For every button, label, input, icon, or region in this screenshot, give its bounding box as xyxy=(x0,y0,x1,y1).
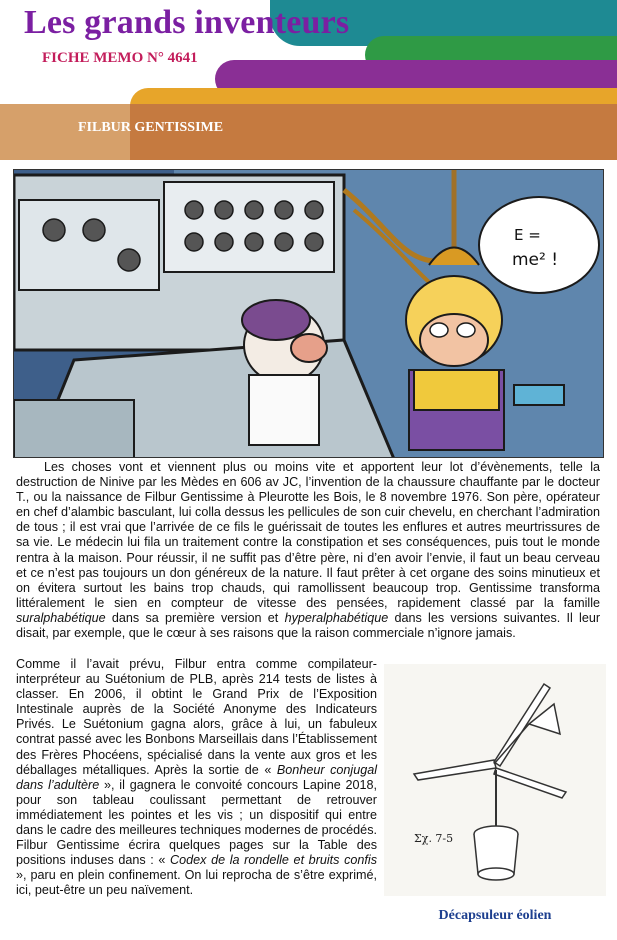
speech-bubble-text: E = xyxy=(514,226,541,244)
speech-bubble-formula: me² ! xyxy=(512,250,559,270)
figure-label: Σχ. 7-5 xyxy=(414,832,454,845)
term-hyperalphabetique: hyperalphabétique xyxy=(284,610,389,625)
inventor-name: FILBUR GENTISSIME xyxy=(78,120,224,135)
article-intro: Les choses vont et viennent plus ou moins vite et apportent leur lot d’évènements, telle la destruction de Ninive par les Mèdes en 606 av JC, l’invention de la chaussure chauffante par le docteur T., ou la naissance de Filbur Gentissime à Pleurotte les Bois, le 8 novembre 1976. Son père, opérateur en chef d’alambic basculant, lui colla dessus les pellicules de son cuir chevelu, en cherchant l’admiration de tous ; il est vrai que l’arrivée de ce fils le guérissait de toutes les enflures et autres meurtrissures de sa vie. Le médecin lui fila un traitement contre la constipation et ses conséquences, puis tout le monde rentra à la maison. Pour réussir, il ne suffit pas d’être père, ni d’en avoir l’envie, il faut un beau cerveau et ce n’est pas toujours un don généreux de la nature. Il faut prêter à cet organe des soins minutieux et on évitera surtout les bains trop chauds, qui ramollissent beaucoup trop. Gentissime transforma littéralement le sien en compteur de vitesse des pensées, rapidement classé par la famille suralphabétique dans sa première version et hyperalphabétique dans les versions suivantes. Il leur disait, par exemple, que le cœur à ses raisons que la raison commerciale n’ignore jamais. xyxy=(16,460,601,641)
invention-sketch xyxy=(384,664,606,896)
cartoon-illustration xyxy=(13,169,604,458)
book-title-1: Bonheur conjugal dans l’adultère xyxy=(16,762,377,792)
windmill-drawing xyxy=(384,664,606,896)
page-title: Les grands inventeurs xyxy=(24,4,350,41)
book-title-2: Codex de la rondelle et bruits confis xyxy=(170,853,378,868)
memo-number: FICHE MEMO N° 4641 xyxy=(42,50,198,66)
header-banner xyxy=(0,0,617,160)
term-suralphabetique: suralphabétique xyxy=(16,610,106,625)
cartoon-scene xyxy=(14,170,604,458)
article-column: Comme il l’avait prévu, Filbur entra comme compilateur-interpréteur au Suétonium de PLB, après 214 tests de listes à classer. En 2006, il obtint le Grand Prix de l’Exposition Intestinale auprès de la Société Anonyme des Indicateurs Privés. Le Suétonium gagna alors, grâce à lui, un fabuleux contrat passé avec les Bonbons Marseillais dans l’Établissement des Frères Phocéens, spécialisé dans la vente aux gros et les déballages métalliques. Après la sortie de « Bonheur conjugal dans l’adultère », il gagnera le convoité concours Lapine 2018, pour son tableau coulissant permettant de retrouver immédiatement les pointes et les vis ; un dispositif qui entre dans le cadre des meilleures techniques modernes de procédés. Filbur Gentissime écrira quelques pages sur la Table des positions induses dans : « Codex de la rondelle et bruits confis », paru en plein confinement. On lui reprocha de s’être exprimé, ici, peut-être un peu naïvement. xyxy=(16,657,378,898)
figure-caption: Décapsuleur éolien xyxy=(438,908,552,923)
